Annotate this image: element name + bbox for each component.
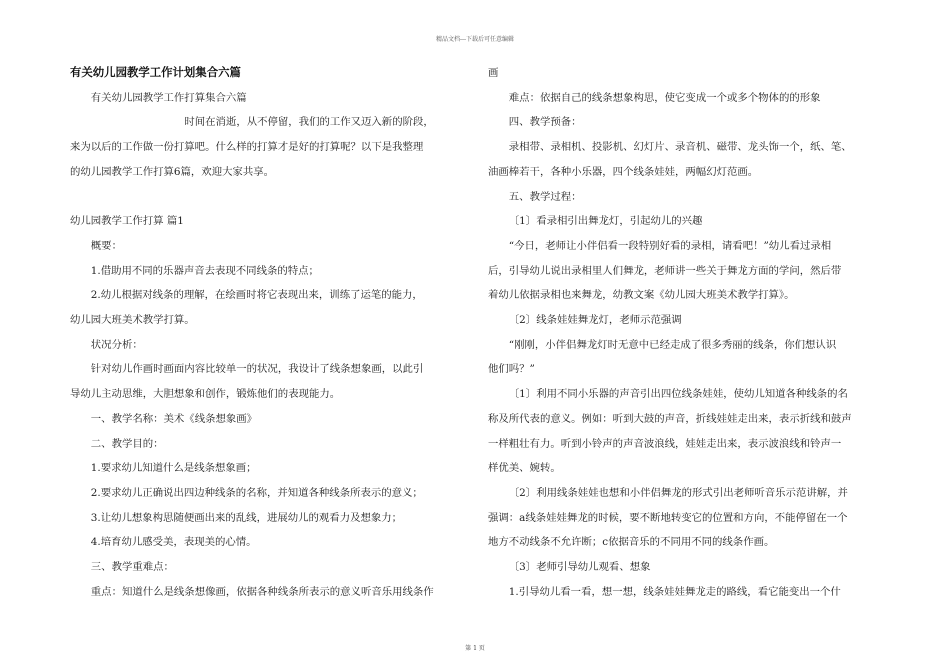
text-line: 地方不动线条不允许断；c依据音乐的不同用不同的线条作画。	[488, 536, 775, 549]
text-line: 一样粗壮有力。听到小铃声的声音波浪线，娃娃走出来，表示波浪线和铃声一	[488, 437, 842, 450]
text-line: 幼儿园教学工作打算 篇1	[70, 215, 184, 228]
text-line: 难点：依据自己的线条想象构思，使它变成一个或多个物体的的形象	[508, 91, 821, 104]
document-title: 有关幼儿园教学工作计划集合六篇	[70, 65, 241, 79]
text-line: 称及所代表的意义。例如：听到大鼓的声音，折线娃娃走出来，表示折线和鼓声	[488, 412, 852, 425]
text-line: 重点：知道什么是线条想像画，依据各种线条所表示的意义听音乐用线条作	[90, 585, 434, 598]
text-line: 状况分析：	[90, 338, 143, 351]
text-line: 时间在消逝，从不停留，我们的工作又迈入新的阶段，	[184, 116, 434, 129]
text-line: 1.引导幼儿看一看，想一想，线条娃娃舞龙走的路线，看它能变出一个什	[508, 585, 841, 598]
text-line: 油画棒若干，各种小乐器，四个线条娃娃，两幅幻灯范画。	[488, 165, 759, 178]
text-line: 来为以后的工作做一份打算吧。什么样的打算才是好的打算呢？以下是我整理	[70, 141, 424, 154]
text-line: 〔2〕利用线条娃娃也想和小伴侣舞龙的形式引出老师听音乐示范讲解，并	[508, 486, 848, 499]
text-line: 1.要求幼儿知道什么是线条想象画；	[90, 462, 257, 475]
text-line: 2.幼儿根据对线条的理解，在绘画时将它表现出来，训练了运笔的能力，	[90, 289, 423, 302]
text-line: 录相带、录相机、投影机、幻灯片、录音机、磁带、龙头饰一个，纸、笔、	[508, 141, 852, 154]
text-line: 1.借助用不同的乐器声音去表现不同线条的特点；	[90, 264, 319, 277]
text-line: “今日，老师让小伴侣看一段特别好看的录相，请看吧！”幼儿看过录相	[508, 239, 832, 252]
text-line: 二、教学目的：	[90, 437, 164, 450]
text-line: 一、教学名称：美术《线条想象画》	[90, 412, 258, 425]
text-line: 画	[488, 67, 499, 79]
text-line: 〔1〕利用不同小乐器的声音引出四位线条娃娃，使幼儿知道各种线条的名	[508, 388, 848, 401]
text-line: 强调：a线条娃娃舞龙的时候，要不断地转变它的位置和方向，不能停留在一个	[488, 511, 848, 524]
text-line: 导幼儿主动思维，大胆想象和创作，锻炼他们的表现能力。	[70, 388, 341, 401]
text-line: 4.培育幼儿感受美，表现美的心情。	[90, 536, 257, 549]
text-line: 三、教学重难点：	[90, 561, 174, 573]
text-line: 后，引导幼儿说出录相里人们舞龙，老师讲一些关于舞龙方面的学问，然后带	[488, 264, 842, 277]
page-header: 精品文档---下载后可任意编辑	[435, 36, 515, 43]
text-line: 他们吗？”	[488, 363, 535, 376]
text-line: 四、教学预备：	[508, 116, 582, 129]
text-line: 〔1〕看录相引出舞龙灯，引起幼儿的兴趣	[508, 215, 703, 228]
text-line: 有关幼儿园教学工作打算集合六篇	[90, 91, 247, 104]
text-line: 3.让幼儿想象构思随便画出来的乱线，进展幼儿的观看力及想象力；	[90, 511, 403, 524]
text-line: 的幼儿园教学工作打算6篇，欢迎大家共享。	[70, 165, 275, 178]
text-line: 样优美、婉转。	[488, 462, 561, 475]
text-line: 着幼儿依据录相也来舞龙，幼教文案《幼儿园大班美术教学打算》。	[488, 289, 795, 302]
text-line: 五、教学过程：	[508, 190, 582, 203]
text-line: 〔3〕老师引导幼儿观看、想象	[508, 561, 651, 573]
page-footer: 第 1 页	[465, 645, 485, 652]
text-line: 2.要求幼儿正确说出四边种线条的名称，并知道各种线条所表示的意义；	[90, 486, 423, 499]
text-line: 概要：	[90, 239, 122, 252]
text-line: 针对幼儿作画时画面内容比较单一的状况，我设计了线条想象画，以此引	[90, 363, 424, 376]
text-line: 〔2〕线条娃娃舞龙灯，老师示范强调	[508, 314, 682, 326]
text-line: “刚刚，小伴侣舞龙灯时无意中已经走成了很多秀丽的线条，你们想认识	[508, 338, 837, 351]
text-line: 幼儿园大班美术教学打算。	[70, 314, 195, 326]
